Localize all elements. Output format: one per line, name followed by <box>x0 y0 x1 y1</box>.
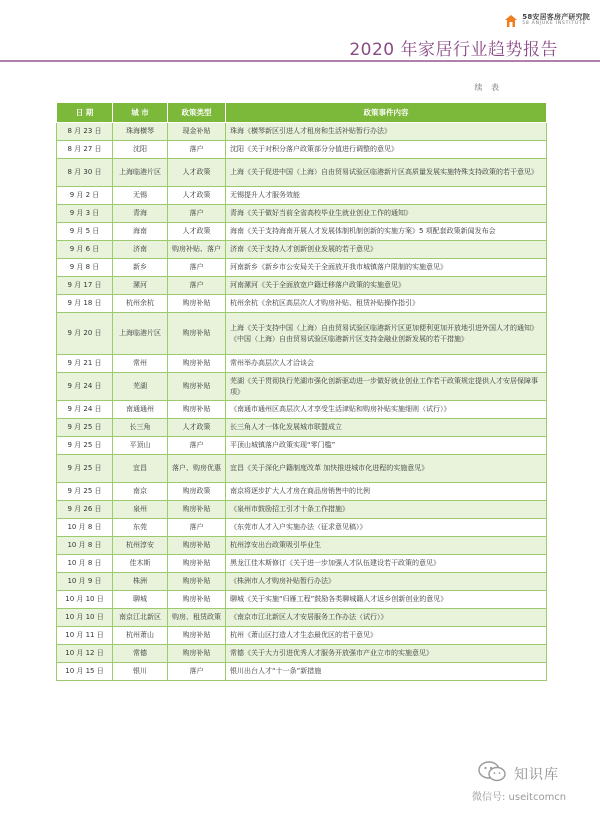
cell-policy-event: 杭州余杭《余杭区高层次人才购房补贴、租赁补贴操作指引》 <box>226 295 547 313</box>
cell-date: 9 月 5 日 <box>57 223 113 241</box>
cell-date: 9 月 24 日 <box>57 373 113 401</box>
cell-policy-event: 青海《关于做好当前全省高校毕业生就业创业工作的通知》 <box>226 205 547 223</box>
cell-policy-event: 《东莞市人才入户实施办法（征求意见稿）》 <box>226 519 547 537</box>
table-row <box>57 123 547 141</box>
table-row <box>57 537 547 555</box>
cell-date: 8 月 30 日 <box>57 159 113 187</box>
cell-policy-type: 购房补贴 <box>168 591 226 609</box>
cell-date: 10 月 8 日 <box>57 537 113 555</box>
cell-policy-event: 南京将逐步扩大人才房在商品房销售中的比例 <box>226 483 547 501</box>
table-row <box>57 419 547 437</box>
cell-policy-type: 落户 <box>168 205 226 223</box>
cell-policy-event: 聊城《关于实施“归雁工程”鼓励各类聊城籍人才返乡创新创业的意见》 <box>226 591 547 609</box>
cell-city: 杭州淳安 <box>113 537 168 555</box>
cell-date: 9 月 25 日 <box>57 455 113 483</box>
report-title: 2020 年家居行业趋势报告 <box>349 40 558 60</box>
cell-policy-type: 落户、购房优惠 <box>168 455 226 483</box>
wechat-watermark <box>472 758 582 808</box>
cell-policy-event: 无锡提升人才服务效能 <box>226 187 547 205</box>
cell-policy-type: 落户 <box>168 663 226 681</box>
table-row <box>57 373 547 401</box>
table-row <box>57 483 547 501</box>
cell-policy-type: 购房、租赁政策 <box>168 609 226 627</box>
header-date: 日 期 <box>57 103 113 123</box>
cell-city: 南京 <box>113 483 168 501</box>
table-row <box>57 295 547 313</box>
cell-policy-event: 河南漯河《关于全面放宽户籍迁移落户政策的实施意见》 <box>226 277 547 295</box>
cell-date: 10 月 10 日 <box>57 591 113 609</box>
table-header-row <box>57 103 547 123</box>
cell-city: 珠海横琴 <box>113 123 168 141</box>
header-policy-type: 政策类型 <box>168 103 226 123</box>
cell-policy-type: 购房补贴 <box>168 537 226 555</box>
table-row <box>57 501 547 519</box>
cell-city: 济南 <box>113 241 168 259</box>
cell-city: 无锡 <box>113 187 168 205</box>
policy-table <box>56 102 547 681</box>
watermark-name: 知识库 <box>514 767 559 783</box>
cell-date: 10 月 12 日 <box>57 645 113 663</box>
house-logo-icon <box>504 14 518 28</box>
cell-city: 芜湖 <box>113 373 168 401</box>
table-row <box>57 355 547 373</box>
cell-city: 聊城 <box>113 591 168 609</box>
table-row <box>57 187 547 205</box>
cell-city: 佳木斯 <box>113 555 168 573</box>
cell-date: 9 月 25 日 <box>57 419 113 437</box>
cell-policy-event: 上海《关于支持中国（上海）自由贸易试验区临港新片区更加便利更加开放地引进外国人才的通知》《中国（上海）自由贸易试验区临港新片区支持金融业创新发展的若干措施》 <box>226 313 547 355</box>
cell-date: 9 月 20 日 <box>57 313 113 355</box>
table-row <box>57 223 547 241</box>
cell-policy-type: 落户 <box>168 141 226 159</box>
cell-city: 南京江北新区 <box>113 609 168 627</box>
cell-policy-event: 《株洲市人才购房补贴暂行办法》 <box>226 573 547 591</box>
cell-policy-type: 购房补贴 <box>168 355 226 373</box>
table-row <box>57 241 547 259</box>
cell-policy-type: 购房补贴 <box>168 373 226 401</box>
cell-city: 新乡 <box>113 259 168 277</box>
table-row <box>57 313 547 355</box>
cell-city: 杭州萧山 <box>113 627 168 645</box>
table-row <box>57 401 547 419</box>
table-row <box>57 277 547 295</box>
cell-policy-event: 平顶山城镇落户政策实现“零门槛” <box>226 437 547 455</box>
cell-policy-type: 购房补贴 <box>168 627 226 645</box>
cell-city: 沈阳 <box>113 141 168 159</box>
table-row <box>57 519 547 537</box>
cell-policy-event: 海南《关于支持海南开展人才发展体制机制创新的实施方案》5 项配套政策新闻发布会 <box>226 223 547 241</box>
table-row <box>57 259 547 277</box>
cell-city: 上海临港片区 <box>113 159 168 187</box>
table-row <box>57 437 547 455</box>
cell-policy-type: 购房补贴 <box>168 555 226 573</box>
table-body <box>57 123 547 681</box>
cell-date: 10 月 11 日 <box>57 627 113 645</box>
logo-english-text: 58 ANJUKE INSTITUTE <box>522 21 587 26</box>
brand-logo <box>504 14 590 28</box>
cell-policy-type: 购房补贴 <box>168 573 226 591</box>
cell-city: 上海临港片区 <box>113 313 168 355</box>
cell-policy-event: 芜湖《关于贯彻执行芜湖市强化创新驱动进一步做好就业创业工作若干政策规定提供人才安居保障事项》 <box>226 373 547 401</box>
continued-label: 续 表 <box>474 83 502 92</box>
table-row <box>57 205 547 223</box>
cell-policy-type: 人才政策 <box>168 223 226 241</box>
cell-policy-event: 《南通市通州区高层次人才享受生活津贴和购房补贴实施细则（试行）》 <box>226 401 547 419</box>
cell-policy-event: 杭州《萧山区打造人才生态最优区的若干意见》 <box>226 627 547 645</box>
cell-policy-type: 落户 <box>168 277 226 295</box>
watermark-id: 微信号: useitcomcn <box>472 792 567 803</box>
cell-city: 南通通州 <box>113 401 168 419</box>
table-row <box>57 159 547 187</box>
cell-city: 东莞 <box>113 519 168 537</box>
cell-date: 9 月 18 日 <box>57 295 113 313</box>
header-city: 城 市 <box>113 103 168 123</box>
cell-policy-type: 购房政策 <box>168 483 226 501</box>
logo-chinese-text: 58安居客房产研究院 <box>522 13 590 21</box>
cell-date: 10 月 10 日 <box>57 609 113 627</box>
cell-city: 银川 <box>113 663 168 681</box>
cell-policy-event: 河南新乡《新乡市公安局关于全面放开我市城镇落户限制的实施意见》 <box>226 259 547 277</box>
cell-city: 漯河 <box>113 277 168 295</box>
cell-policy-event: 沈阳《关于对积分落户政策部分分值进行调整的意见》 <box>226 141 547 159</box>
cell-policy-event: 常州举办高层次人才洽谈会 <box>226 355 547 373</box>
cell-date: 9 月 24 日 <box>57 401 113 419</box>
cell-policy-type: 购房补贴 <box>168 501 226 519</box>
cell-date: 8 月 27 日 <box>57 141 113 159</box>
table-row <box>57 573 547 591</box>
wechat-icon <box>478 760 506 784</box>
cell-policy-type: 购房补贴 <box>168 295 226 313</box>
cell-policy-event: 银川出台人才“十一条”新措施 <box>226 663 547 681</box>
cell-date: 9 月 25 日 <box>57 437 113 455</box>
cell-policy-type: 购房补贴 <box>168 313 226 355</box>
table-row <box>57 609 547 627</box>
table-row <box>57 455 547 483</box>
page-header <box>0 0 600 62</box>
header-policy-event: 政策事件内容 <box>226 103 547 123</box>
cell-date: 10 月 8 日 <box>57 519 113 537</box>
cell-city: 泉州 <box>113 501 168 519</box>
cell-policy-type: 人才政策 <box>168 419 226 437</box>
cell-date: 10 月 9 日 <box>57 573 113 591</box>
cell-policy-type: 落户 <box>168 519 226 537</box>
cell-city: 株洲 <box>113 573 168 591</box>
cell-policy-type: 落户 <box>168 259 226 277</box>
cell-city: 平顶山 <box>113 437 168 455</box>
cell-city: 常州 <box>113 355 168 373</box>
cell-policy-type: 购房补贴、落户 <box>168 241 226 259</box>
table-row <box>57 627 547 645</box>
cell-city: 海南 <box>113 223 168 241</box>
cell-date: 9 月 25 日 <box>57 483 113 501</box>
cell-policy-event: 《泉州市鼓励招工引才十条工作措施》 <box>226 501 547 519</box>
cell-city: 杭州余杭 <box>113 295 168 313</box>
cell-date: 9 月 2 日 <box>57 187 113 205</box>
cell-policy-event: 珠海《横琴新区引进人才租房和生活补贴暂行办法》 <box>226 123 547 141</box>
cell-policy-type: 购房补贴 <box>168 645 226 663</box>
cell-city: 常德 <box>113 645 168 663</box>
header-divider <box>0 60 600 62</box>
cell-policy-event: 常德《关于大力引进优秀人才服务开放强市产业立市的实施意见》 <box>226 645 547 663</box>
table-row <box>57 141 547 159</box>
table-row <box>57 555 547 573</box>
cell-date: 9 月 17 日 <box>57 277 113 295</box>
cell-city: 长三角 <box>113 419 168 437</box>
cell-policy-event: 《南京市江北新区人才安居服务工作办法（试行）》 <box>226 609 547 627</box>
cell-date: 10 月 8 日 <box>57 555 113 573</box>
cell-city: 青海 <box>113 205 168 223</box>
table-row <box>57 663 547 681</box>
table-row <box>57 645 547 663</box>
cell-policy-type: 人才政策 <box>168 159 226 187</box>
cell-date: 9 月 21 日 <box>57 355 113 373</box>
cell-policy-event: 宜昌《关于深化户籍制度改革 加快推进城市化进程的实施意见》 <box>226 455 547 483</box>
cell-date: 9 月 6 日 <box>57 241 113 259</box>
cell-date: 8 月 23 日 <box>57 123 113 141</box>
cell-policy-type: 现金补贴 <box>168 123 226 141</box>
cell-date: 10 月 15 日 <box>57 663 113 681</box>
cell-policy-event: 黑龙江佳木斯修订《关于进一步加强人才队伍建设若干政策的意见》 <box>226 555 547 573</box>
table-row <box>57 591 547 609</box>
cell-city: 宜昌 <box>113 455 168 483</box>
cell-policy-event: 济南《关于支持人才创新创业发展的若干意见》 <box>226 241 547 259</box>
cell-policy-event: 长三角人才一体化发展城市联盟成立 <box>226 419 547 437</box>
cell-date: 9 月 26 日 <box>57 501 113 519</box>
cell-policy-event: 杭州淳安出台政策吸引毕业生 <box>226 537 547 555</box>
cell-date: 9 月 8 日 <box>57 259 113 277</box>
cell-policy-type: 购房补贴 <box>168 401 226 419</box>
cell-policy-type: 落户 <box>168 437 226 455</box>
cell-date: 9 月 3 日 <box>57 205 113 223</box>
cell-policy-event: 上海《关于促进中国（上海）自由贸易试验区临港新片区高质量发展实施特殊支持政策的若干意见》 <box>226 159 547 187</box>
cell-policy-type: 人才政策 <box>168 187 226 205</box>
